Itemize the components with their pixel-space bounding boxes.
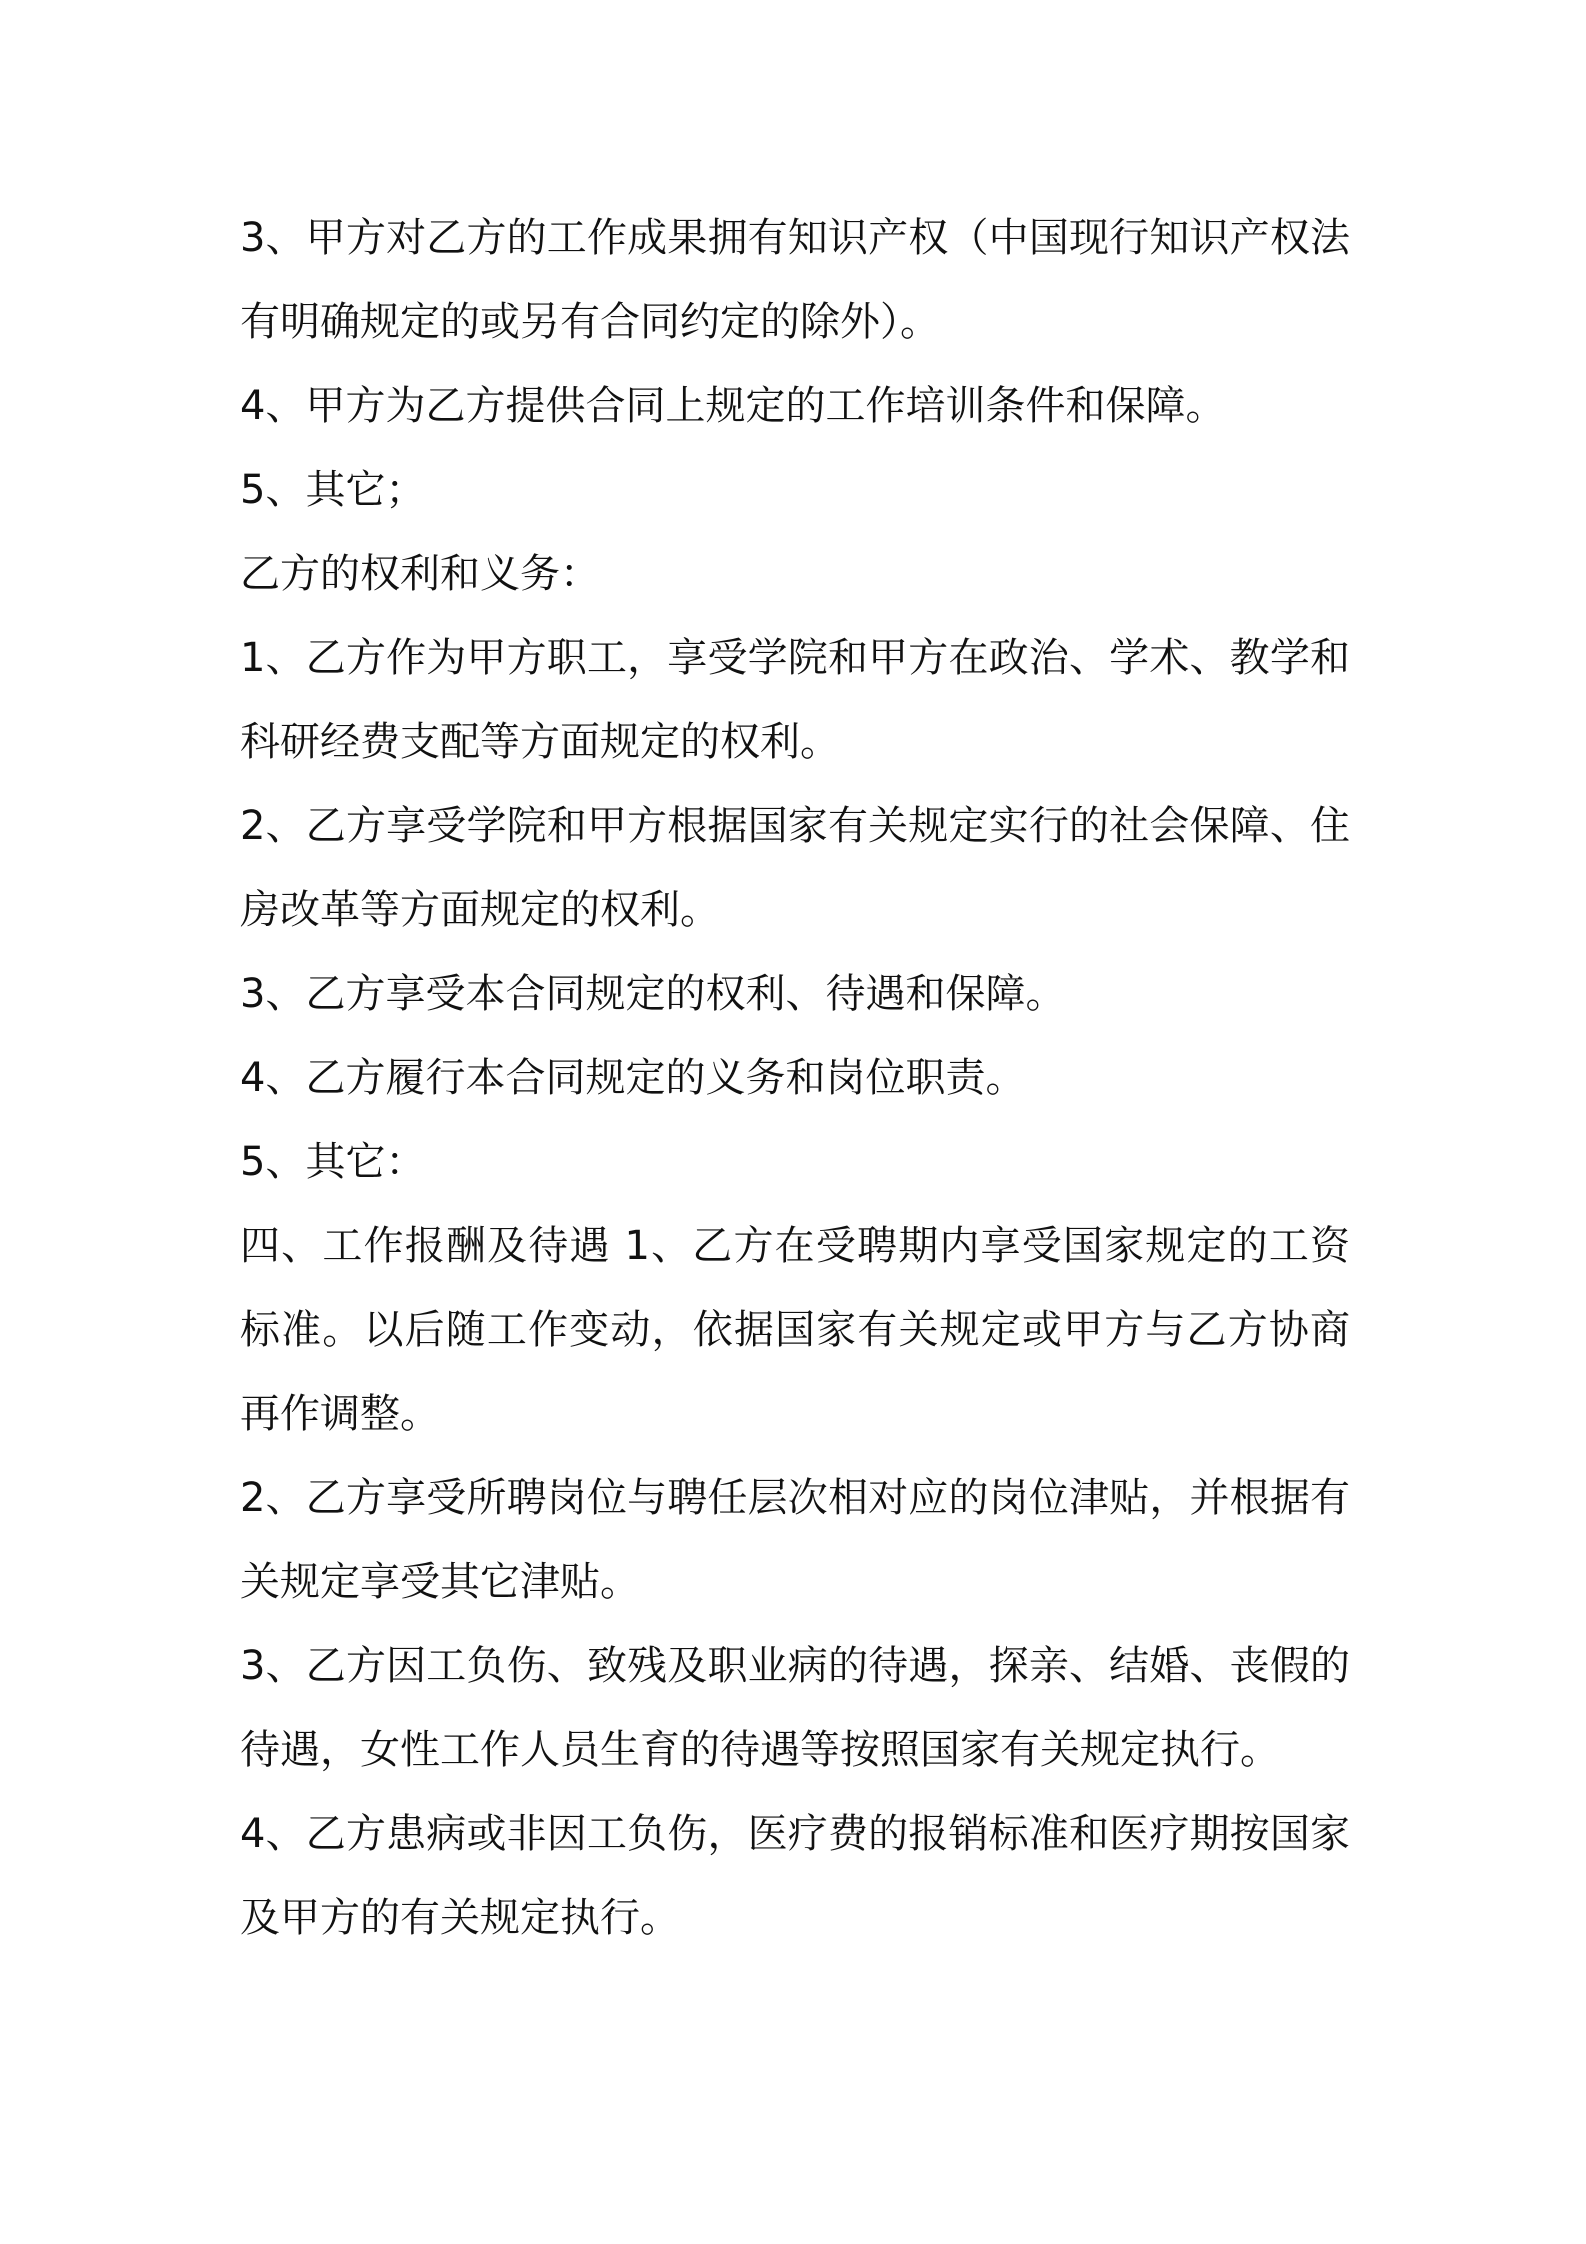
paragraph-party-b-social-security: 2、乙方享受学院和甲方根据国家有关规定实行的社会保障、住房改革等方面规定的权利。	[240, 803, 1350, 933]
paragraph-salary-standard: 四、工作报酬及待遇 1、乙方在受聘期内享受国家规定的工资标准。以后随工作变动，依据国家有关规定或甲方与乙方协商再作调整。	[240, 1223, 1350, 1437]
paragraph-injury-leave-benefits: 3、乙方因工负伤、致残及职业病的待遇，探亲、结婚、丧假的待遇，女性工作人员生育的待遇等按照国家有关规定执行。	[240, 1643, 1350, 1773]
paragraph-medical-expenses: 4、乙方患病或非因工负伤，医疗费的报销标准和医疗期按国家及甲方的有关规定执行。	[240, 1811, 1350, 1941]
document-body	[240, 196, 1350, 1960]
paragraph-party-a-other: 5、其它；	[240, 467, 426, 513]
paragraph-party-b-duties: 4、乙方履行本合同规定的义务和岗位职责。	[240, 1055, 1026, 1101]
section-heading-party-b-rights: 乙方的权利和义务：	[240, 551, 600, 597]
paragraph-party-a-training: 4、甲方为乙方提供合同上规定的工作培训条件和保障。	[240, 383, 1226, 429]
paragraph-party-b-employee-rights: 1、乙方作为甲方职工，享受学院和甲方在政治、学术、教学和科研经费支配等方面规定的权利。	[240, 635, 1350, 765]
paragraph-party-a-ip-rights: 3、甲方对乙方的工作成果拥有知识产权（中国现行知识产权法有明确规定的或另有合同约定的除外）。	[240, 215, 1350, 345]
paragraph-party-b-other: 5、其它：	[240, 1139, 426, 1185]
paragraph-position-allowance: 2、乙方享受所聘岗位与聘任层次相对应的岗位津贴，并根据有关规定享受其它津贴。	[240, 1475, 1350, 1605]
paragraph-party-b-contract-benefits: 3、乙方享受本合同规定的权利、待遇和保障。	[240, 971, 1066, 1017]
